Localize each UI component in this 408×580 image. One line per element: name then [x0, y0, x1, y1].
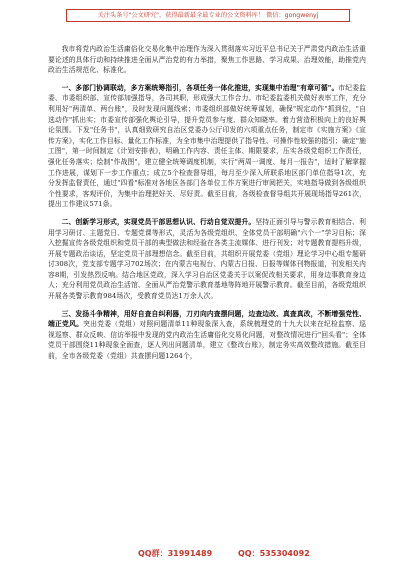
document-body [48, 44, 366, 530]
section-1-heading: 一、多部门协调联动，多方案统筹指引，各项任务一体化推进，实现集中治理"有章可循"。 [61, 83, 339, 92]
intro-paragraph: 我市将党内政治生活庸俗化交易化集中治理作为深入贯彻落实习近平总书记关于严肃党内政治生活重要论述的具体行动和持续推进全面从严治党的有力举措，聚焦工作思路、学习成果、治理效能，助推党内政治生活规范化、标准化。 [48, 45, 366, 75]
section-1 [48, 83, 366, 210]
section-2-body: 坚持正面引导与警示教育相结合、利用学习研讨、主题党日、专题党课等形式，灵活为各级党组织、全体党员干部明确"六个一"学习目标；深入挖掘宣传各级党组织和党员干部的典型做法和经验在各类主流媒体、进行刊发；对专题教育提档升级，开展专题政治谈话，坚定党员干部理想信念。截至目前，共组织开展党委（党组）理论学习中心组专题研讨308次，党支部专题学习702场次；在内蒙古电视台、内蒙古日报、日报等媒体刊物报道，刊发相关内容8期，引发热烈反响。结合地区党政，深入学习自治区党委关于以案促改相关要求，用身边事教育身边人；充分利用党员政治生活馆、全面从严治党警示教育基地等阵地开展警示教育。截至目前，各级党组织开展各类警示教育984场次，受教育党员达1万余人次。 [48, 217, 366, 301]
section-1-body: 市纪委监委、市委组织部、宣传部加强指导，各司其职，形成强大工作合力。市纪委监委机关做好表率工作，充分利用好"两清单、两台账"，及时发现问题线索；市委组织部做好统筹谋划，确保"规定动作"抓到位，"自选动作"抓出实；市委宣传部强化舆论引导，提升党员参与度、群众知晓率。着力营造积极向上的良好舆论氛围。下发"任务书"，认真细致研究自治区党委办公厅印发的六项重点任务，制定市《实施方案》《宣传方案》，实化工作目标、量化工作标准，为全市集中治理提供了指导性、可操作性较强的指引；确定"施工图"，第一时间制定《计划安排表》，明确工作内容、责任主体、期限要求，压实各级党组织工作责任，强化任务落实；绘制"作战图"，建立健全统筹调度机制，实行"两周一调度、每月一报告"，适时了解掌握工作进展，谋划下一步工作重点；成立5个检查督导组，每月至少深入所联系地区部门单位指导1次，充分发挥监督责任，通过"四看"标准对各地区各部门各单位工作方案进行审阅把关，实地指导做到各级组织个性要求，客观评价，为集中治理把好关、尽好责。截至目前，各级检查督导组共开展现场指导261次，提出工作建议571条。 [48, 83, 366, 209]
section-3 [48, 309, 366, 362]
footer-contact [0, 547, 408, 561]
qq-number-text: QQ：535304092 [238, 549, 310, 558]
section-3-body: 突出党委（党组）对照问题清单11种现象深入查，系统梳理党的十九大以来在纪检监察、巡视巡察、群众反映、信访举报中发现的党内政治生活庸俗化交易化问题，对整改情况进行"回头看"；全体党员干部围绕11种现象全面查，逐人列出问题清单，建立《整改台账》，制定务实高效整改措施。截至目前，全市各级党委（党组）共查摆问题1264个， [48, 320, 366, 361]
section-3-heading: 三、发扬斗争精神，用好自查自纠利器，刀刃向内查摆问题，边查边改、真查真改，不断增强党性、端正党风。 [48, 309, 366, 329]
section-2-heading: 二、创新学习形式，实现党员干部思想认识、行动自觉双提升。 [61, 217, 256, 226]
section-2 [48, 217, 366, 302]
top-banner: 关注头条号"公文研究"，获得最新最全最专业的公文资料库！ 微信：gongwenyj [66, 9, 350, 22]
qq-group-text: QQ群：31991489 [138, 549, 213, 558]
